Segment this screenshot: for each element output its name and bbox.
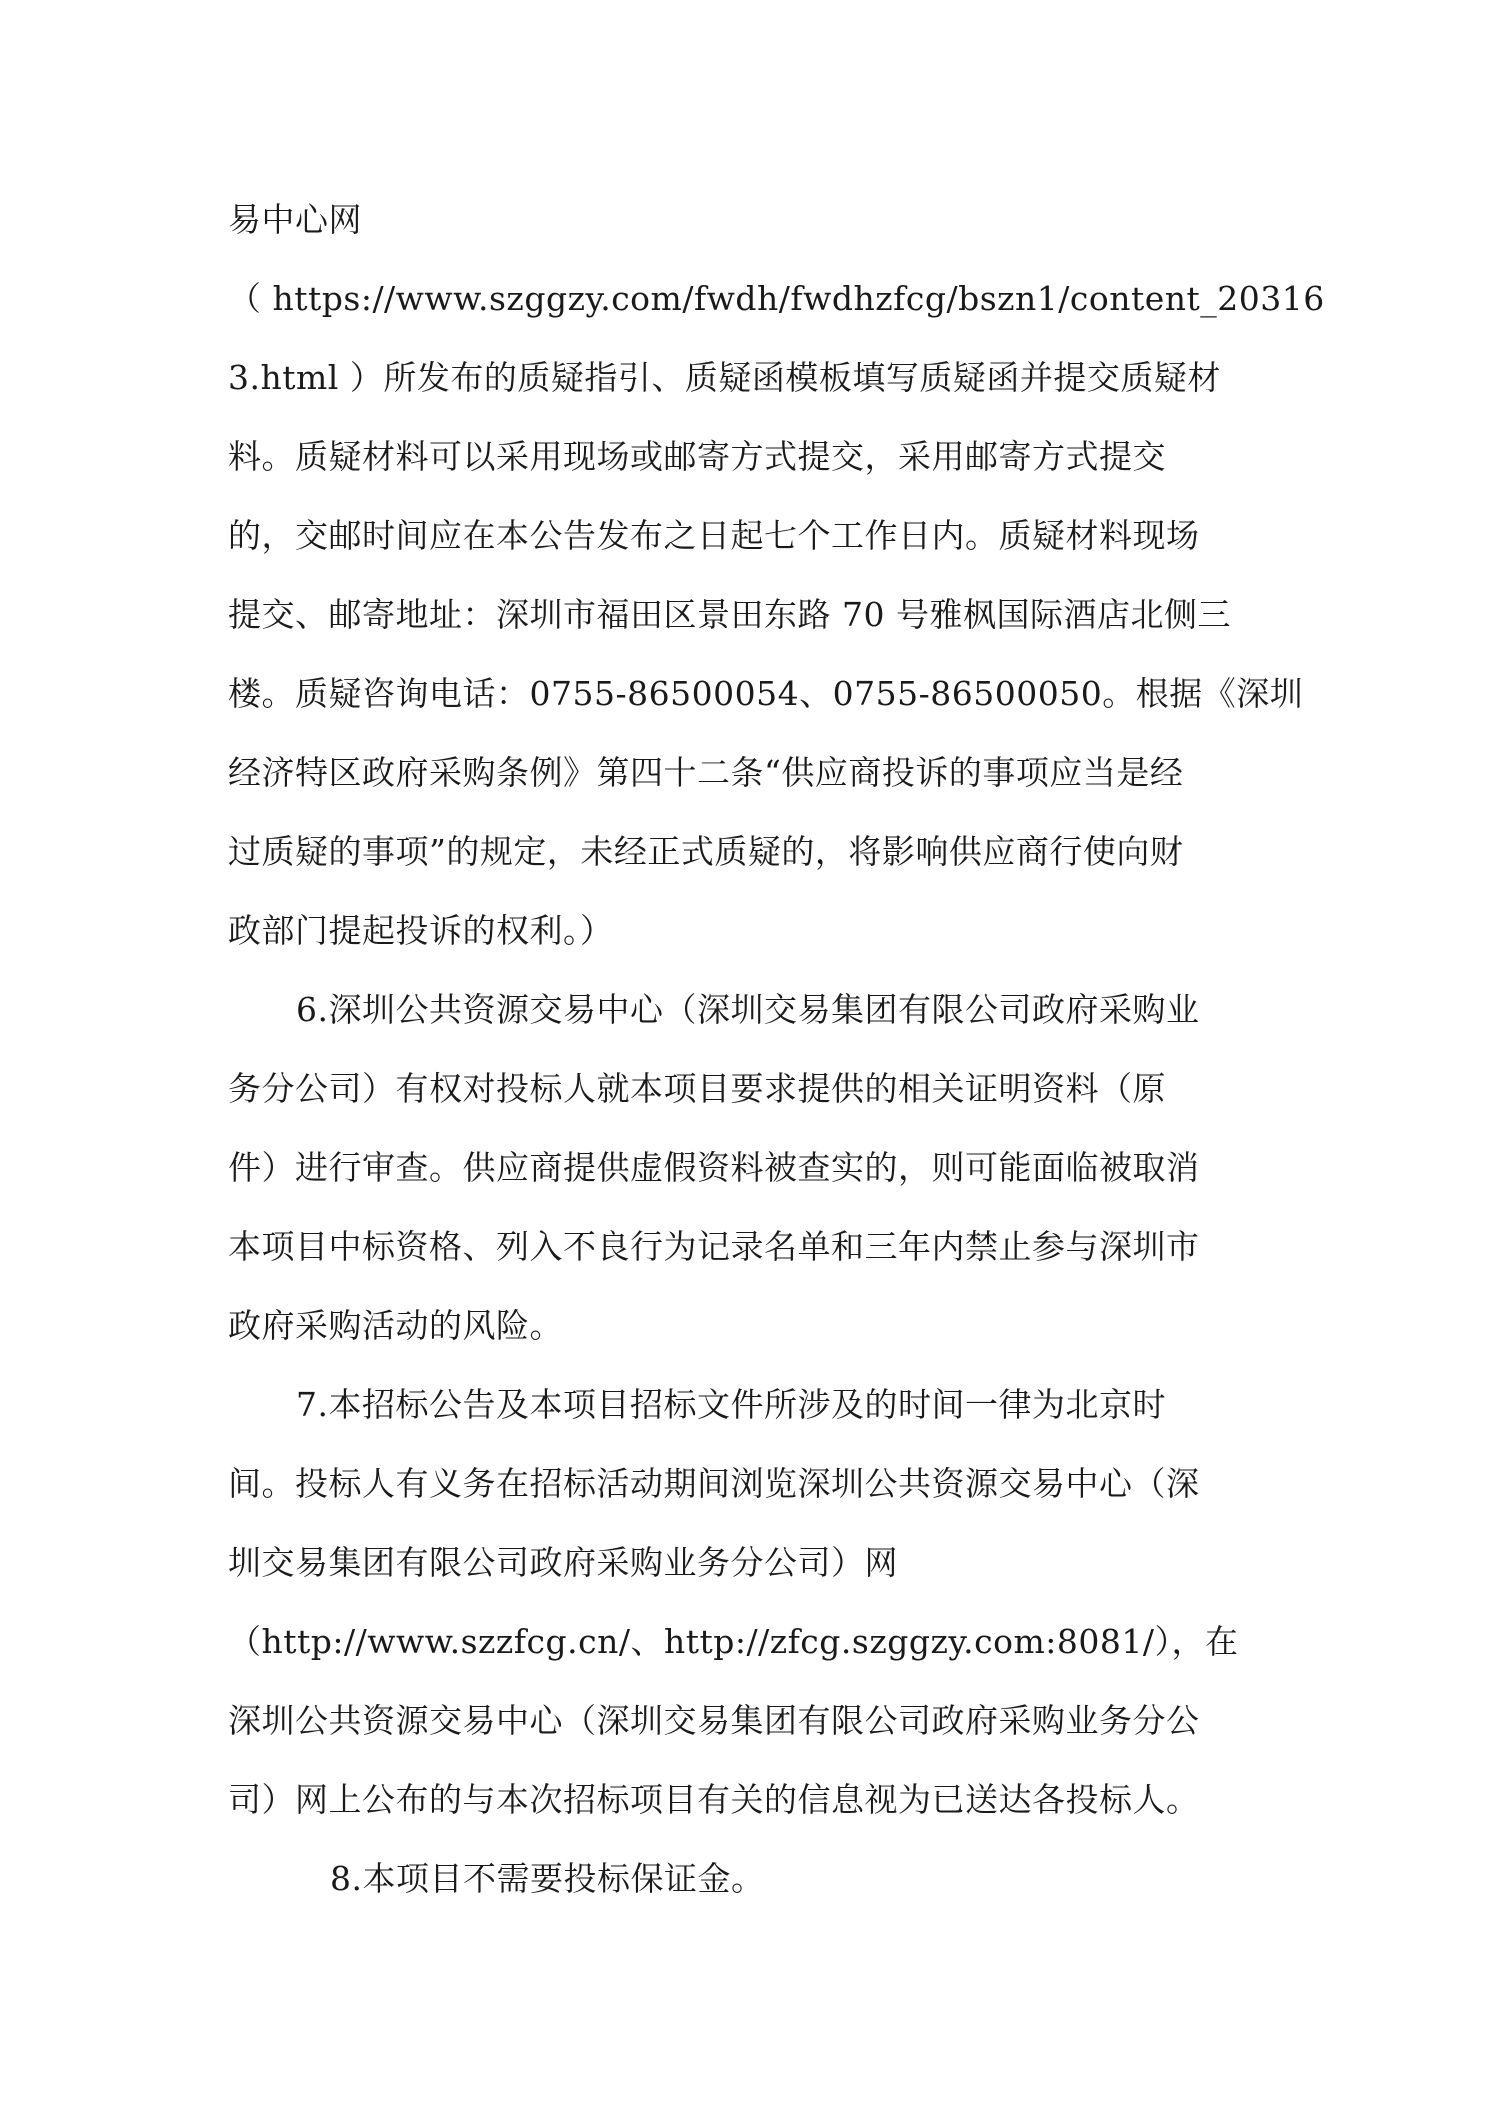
text-line: 件）进行审查。供应商提供虚假资料被查实的，则可能面临被取消 — [228, 1148, 1200, 1187]
text-line: 过质疑的事项”的规定，未经正式质疑的，将影响供应商行使向财 — [228, 832, 1184, 871]
text-line: 政府采购活动的风险。 — [228, 1306, 563, 1345]
paragraph-6-start: 6.深圳公共资源交易中心（深圳交易集团有限公司政府采购业 — [296, 990, 1200, 1029]
paragraph-7-start: 7.本招标公告及本项目招标文件所涉及的时间一律为北京时 — [296, 1385, 1166, 1424]
text-line: 提交、邮寄地址：深圳市福田区景田东路 70 号雅枫国际酒店北侧三 — [228, 595, 1231, 634]
text-line: 易中心网 — [228, 200, 362, 239]
text-line: 圳交易集团有限公司政府采购业务分公司）网 — [228, 1543, 898, 1582]
text-line: 本项目中标资格、列入不良行为记录名单和三年内禁止参与深圳市 — [228, 1227, 1200, 1266]
text-line: 务分公司）有权对投标人就本项目要求提供的相关证明资料（原 — [228, 1069, 1166, 1108]
text-line: 政部门提起投诉的权利。） — [228, 911, 614, 950]
text-line: （http://www.szzfcg.cn/、http://zfcg.szggzy.com:8081/），在 — [228, 1622, 1239, 1661]
text-line: 司）网上公布的与本次招标项目有关的信息视为已送达各投标人。 — [228, 1780, 1200, 1819]
text-line: 料。质疑材料可以采用现场或邮寄方式提交，采用邮寄方式提交 — [228, 437, 1166, 476]
paragraph-8-start: 8.本项目不需要投标保证金。 — [330, 1859, 765, 1898]
text-line: 深圳公共资源交易中心（深圳交易集团有限公司政府采购业务分公 — [228, 1701, 1200, 1740]
text-line: 楼。质疑咨询电话：0755-86500054、0755-86500050。根据《深圳 — [228, 674, 1304, 713]
text-line: 3.html ）所发布的质疑指引、质疑函模板填写质疑函并提交质疑材 — [228, 358, 1221, 397]
text-line: 的，交邮时间应在本公告发布之日起七个工作日内。质疑材料现场 — [228, 516, 1200, 555]
text-line: 间。投标人有义务在招标活动期间浏览深圳公共资源交易中心（深 — [228, 1464, 1200, 1503]
text-line: 经济特区政府采购条例》第四十二条“供应商投诉的事项应当是经 — [228, 753, 1184, 792]
text-line: （ https://www.szggzy.com/fwdh/fwdhzfcg/bszn1/content_20316 — [228, 279, 1325, 318]
